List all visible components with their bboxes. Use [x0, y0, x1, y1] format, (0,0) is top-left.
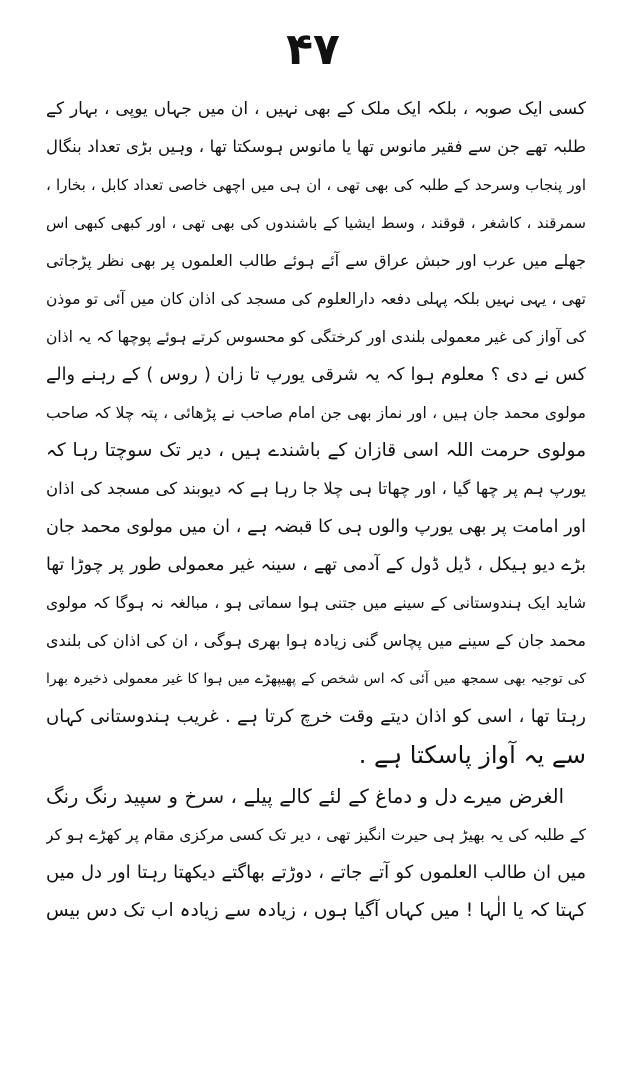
text-line: کسی ایک صوبہ ، بلکہ ایک ملک کے بھی نہیں ، ان میں جہاں یوپی ، بہار کے	[46, 99, 586, 119]
text-line: مولوی حرمت اللہ اسی قازان کے باشندے ہیں ، دیر تک سوچتا رہا کہ	[46, 440, 586, 461]
text-line: بڑے دیو ہیکل ، ڈیل ڈول کے آدمی تھے ، سینہ غیر معمولی طور پر چوڑا تھا	[46, 555, 586, 575]
text-line: جھلے میں عرب اور حبش عراق سے آئے ہوئے طالب العلموں پر بھی نظر پڑجاتی	[46, 251, 586, 270]
text-line: یورپ ہم پر چھا گیا ، اور چھاتا ہی چلا جا رہا ہے کہ دیوبند کی مسجد کی اذان	[46, 479, 586, 498]
text-line: سے یہ آواز پاسکتا ہے .	[358, 741, 586, 769]
text-line: سمرقند ، کاشغر ، قوقند ، وسط ایشیا کے باشندوں کی بھی تھی ، اور کبھی کبھی اس	[46, 214, 586, 232]
text-line: تھی ، یہی نہیں بلکہ پہلی دفعہ دارالعلوم کی مسجد کی اذان کان میں آئی تو موذن	[46, 290, 586, 308]
body-text	[46, 90, 586, 930]
text-line: شاید ایک ہندوستانی کے سینے میں جتنی ہوا سماتی ہو ، مبالغہ نہ ہوگا کہ مولوی	[46, 594, 586, 612]
text-line: رہتا تھا ، اسی کو اذان دیتے وقت خرچ کرتا ہے . غریب ہندوستانی کہاں	[46, 706, 586, 727]
text-line: میں ان طالب العلموں کو آتے جاتے ، دوڑتے بھاگتے دیکھتا رہتا اور دل میں	[46, 862, 586, 883]
paragraph	[46, 90, 586, 774]
text-line: کے طلبہ کی یہ بھیڑ ہی حیرت انگیز تھی ، دیر تک کسی مرکزی مقام پر کھڑے ہو کر	[46, 826, 586, 844]
text-line: کی آواز کی غیر معمولی بلندی اور کرختگی کو محسوس کرتے ہوئے پوچھا کہ یہ اذان	[46, 328, 586, 346]
text-line: طلبہ تھے جن سے فقیر مانوس تھا یا مانوس ہوسکتا تھا ، وہیں بڑی تعداد بنگال	[46, 137, 586, 156]
text-line: اور امامت پر بھی یورپ والوں ہی کا قبضہ ہے ، ان میں مولوی محمد جان	[46, 517, 586, 537]
paragraph	[46, 778, 586, 930]
text-line: الغرض میرے دل و دماغ کے لئے کالے پیلے ، سرخ و سپید رنگ رنگ	[46, 785, 564, 808]
text-line: کہتا کہ یا الٰہا ! میں کہاں آگیا ہوں ، زیادہ سے زیادہ اب تک دس بیس	[46, 900, 586, 921]
text-line: اور پنجاب وسرحد کے طلبہ کی بھی تھی ، ان ہی میں اچھی خاصی تعداد کابل ، بخارا ،	[46, 176, 586, 194]
text-line: کس نے دی ؟ معلوم ہوا کہ یہ شرقی یورپ تا زان ( روس ) کے رہنے والے	[46, 365, 586, 385]
text-line: محمد جان کے سینے میں پچاس گنی زیادہ ہوا بھری ہوگی ، ان کی اذان کی بلندی	[46, 631, 586, 650]
page-number: ۴۷	[286, 24, 340, 75]
text-line: کی توجیہ بھی سمجھ میں آئی کہ اس شخص کے پھیپھڑے میں ہوا کا غیر معمولی ذخیرہ بھرا	[46, 671, 586, 687]
text-line: مولوی محمد جان ہیں ، اور نماز بھی جن امام صاحب نے پڑھائی ، پتہ چلا کہ صاحب	[46, 404, 586, 422]
